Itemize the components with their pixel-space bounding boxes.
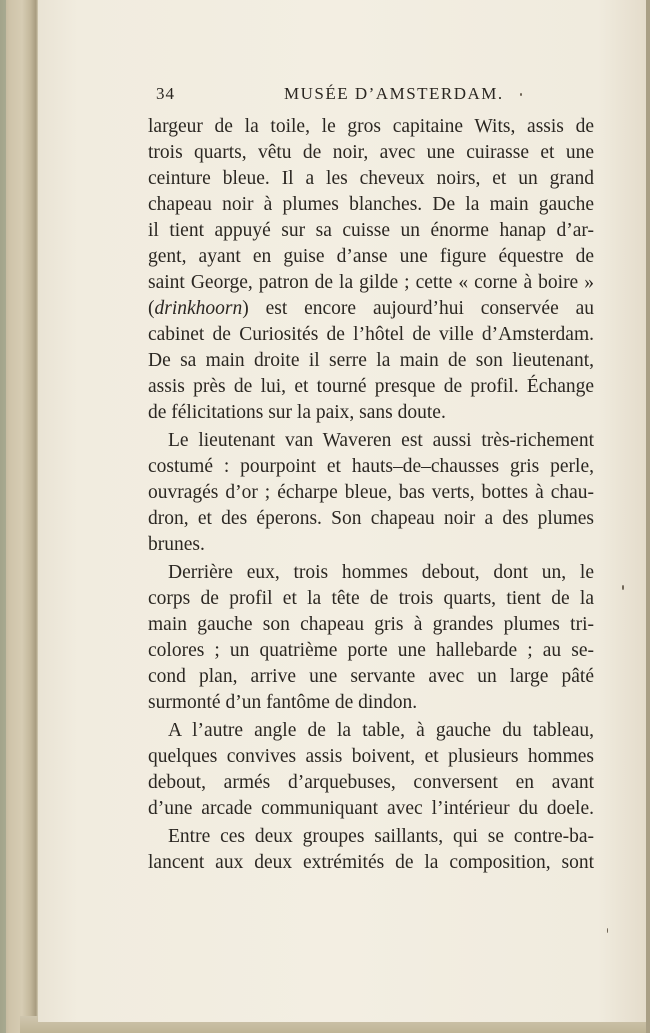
page-number: 34 <box>156 84 175 103</box>
text-line: lancent aux deux extrémités de la composition, sont <box>148 852 594 873</box>
text-line: cond plan, arrive une servante avec un large pâté <box>148 666 594 687</box>
text-line: costumé : pourpoint et hauts–de–chausses gris perle, <box>148 456 594 477</box>
text-line: cabinet de Curiosités de l’hôtel de ville d’Amsterdam. <box>148 324 594 345</box>
text-line: surmonté d’un fantôme de dindon. <box>148 692 418 713</box>
paper-speck <box>622 585 624 590</box>
text-line: debout, armés d’arquebuses, conversent en avant <box>148 772 594 793</box>
paragraph <box>148 114 594 426</box>
text-line: ceinture bleue. Il a les cheveux noirs, et un grand <box>148 168 594 189</box>
text-line: trois quarts, vêtu de noir, avec une cuirasse et une <box>148 142 594 163</box>
running-title: MUSÉE D’AMSTERDAM. <box>284 84 504 103</box>
paragraph <box>148 428 594 558</box>
body-text <box>148 114 594 876</box>
spine-binding-band <box>0 0 6 1033</box>
text-line: assis près de lui, et tourné presque de profil. Échange <box>148 376 594 397</box>
text-line: de félicitations sur la paix, sans doute. <box>148 402 446 423</box>
text-line: d’une arcade communiquant avec l’intérieur du doele. <box>148 798 594 819</box>
text-line: (drinkhoorn) est encore aujourd’hui conservée au <box>148 298 594 319</box>
text-line: A l’autre angle de la table, à gauche du tableau, <box>168 720 594 741</box>
text-line: il tient appuyé sur sa cuisse un énorme hanap d’ar- <box>148 220 594 241</box>
book-spine <box>0 0 38 1033</box>
text-line: Entre ces deux groupes saillants, qui se contre-ba- <box>168 826 594 847</box>
text-line: main gauche son chapeau gris à grandes plumes tri- <box>148 614 594 635</box>
paragraph <box>148 824 594 876</box>
italic-term: drinkhoorn <box>154 298 243 319</box>
text-line: Le lieutenant van Waveren est aussi très-richement <box>168 430 594 451</box>
text-line: brunes. <box>148 534 205 555</box>
text-line: corps de profil et la tête de trois quarts, tient de la <box>148 588 594 609</box>
page-right-edge <box>646 0 650 1033</box>
running-header <box>156 84 596 108</box>
text-line: chapeau noir à plumes blanches. De la main gauche <box>148 194 594 215</box>
text-line: saint George, patron de la gilde ; cette « corne à boire » <box>148 272 594 293</box>
text-line: gent, ayant en guise d’anse une figure équestre de <box>148 246 594 267</box>
text-line: quelques convives assis boivent, et plusieurs hommes <box>148 746 594 767</box>
paper-speck <box>607 928 608 933</box>
text-line: Derrière eux, trois hommes debout, dont un, le <box>168 562 594 583</box>
text-line: dron, et des éperons. Son chapeau noir a des plumes <box>148 508 594 529</box>
text-line: largeur de la toile, le gros capitaine Wits, assis de <box>148 116 594 137</box>
text-line: ouvragés d’or ; écharpe bleue, bas verts, bottes à chau- <box>148 482 594 503</box>
paragraph <box>148 560 594 716</box>
text-line: colores ; un quatrième porte une hallebarde ; au se- <box>148 640 594 661</box>
text-line: De sa main droite il serre la main de son lieutenant, <box>148 350 594 371</box>
paragraph <box>148 718 594 822</box>
